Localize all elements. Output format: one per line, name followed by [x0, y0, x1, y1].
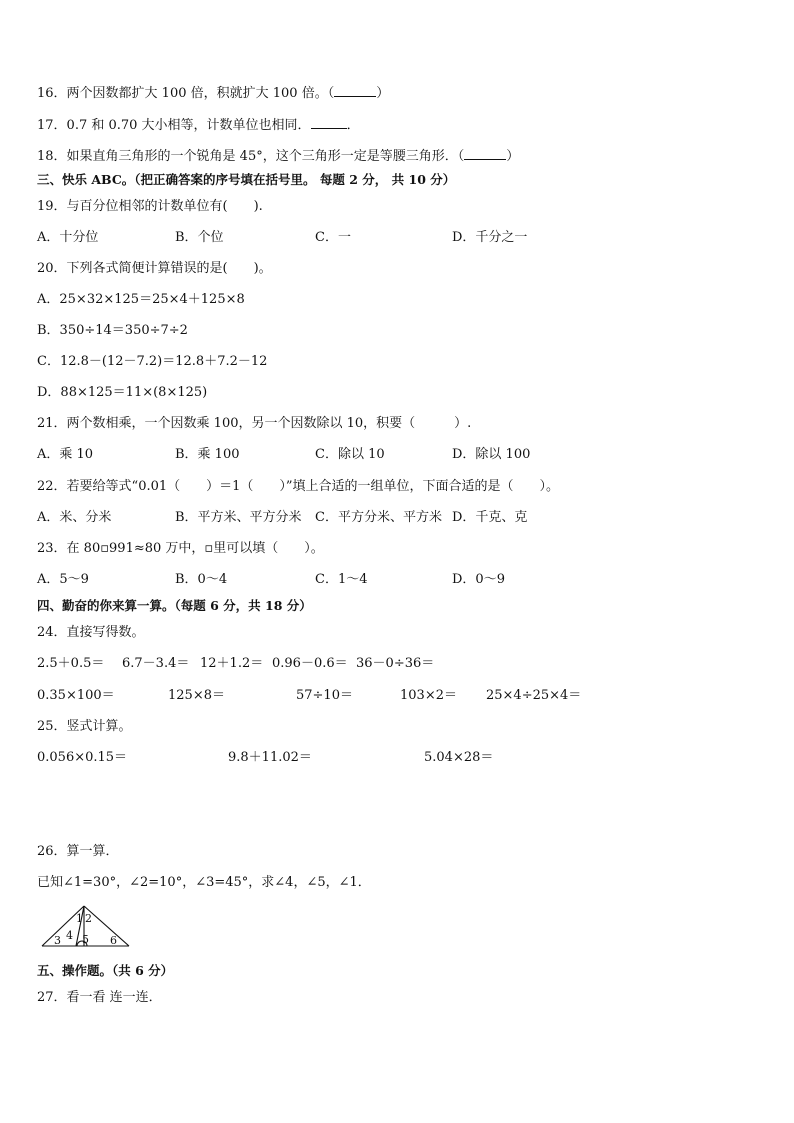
question-17: 17．0.7 和 0.70 大小相等，计数单位也相同． ． [37, 118, 360, 133]
option-c[interactable]: C．除以 10 [315, 447, 385, 462]
question-24-stem: 24．直接写得数。 [37, 625, 145, 640]
calc-item: 6.7－3.4＝ [122, 656, 190, 671]
triangle-angle-figure [40, 903, 132, 949]
question-22-stem: 22．若要给等式“0.01（ ）＝1（ ）”填上合适的一组单位，下面合适的是（ ）。 [37, 479, 560, 494]
option-b[interactable]: B．乘 100 [175, 447, 240, 462]
question-21-stem: 21．两个数相乘，一个因数乘 100，另一个因数除以 10，积要（ ）. [37, 416, 472, 431]
vertical-calc-item: 5.04×28＝ [424, 750, 494, 765]
question-16-text: 16．两个因数都扩大 100 倍，积就扩大 100 倍。（ [37, 86, 335, 101]
question-20-stem: 20．下列各式简便计算错误的是( )。 [37, 261, 272, 276]
question-18-text: 18．如果直角三角形的一个锐角是 45°，这个三角形一定是等腰三角形．（ [37, 149, 465, 164]
answer-blank[interactable] [334, 84, 376, 97]
option-b[interactable]: B．0～4 [175, 572, 228, 587]
option-d[interactable]: D．千分之一 [452, 230, 528, 245]
option-a[interactable]: A．乘 10 [37, 447, 94, 462]
section-3-heading: 三、快乐 ABC。（把正确答案的序号填在括号里。 每题 2 分， 共 10 分） [37, 172, 456, 187]
calc-item: 12＋1.2＝ [200, 656, 264, 671]
question-26-given: 已知∠1=30°，∠2=10°，∠3=45°，求∠4，∠5，∠1． [37, 875, 371, 890]
vertical-calc-item: 9.8＋11.02＝ [228, 750, 312, 765]
angle-label-3: 3 [54, 934, 61, 947]
calc-item: 25×4÷25×4＝ [486, 688, 582, 703]
option-a[interactable]: A．25×32×125＝25×4＋125×8 [37, 292, 245, 307]
question-17-text: 17．0.7 和 0.70 大小相等，计数单位也相同． [37, 118, 311, 133]
calc-item: 57÷10＝ [296, 688, 353, 703]
option-c[interactable]: C．12.8－(12－7.2)＝12.8＋7.2－12 [37, 354, 268, 369]
calc-item: 125×8＝ [168, 688, 225, 703]
option-a[interactable]: A．5～9 [37, 572, 89, 587]
calc-item: 0.96－0.6＝ [272, 656, 348, 671]
angle-label-1: 1 [76, 912, 83, 925]
option-c[interactable]: C．1～4 [315, 572, 368, 587]
option-b[interactable]: B．350÷14＝350÷7÷2 [37, 323, 188, 338]
answer-blank[interactable] [464, 147, 506, 160]
question-16: 16．两个因数都扩大 100 倍，积就扩大 100 倍。（ ） [37, 86, 390, 101]
option-c[interactable]: C．平方分米、平方米 [315, 510, 442, 525]
option-b[interactable]: B．个位 [175, 230, 224, 245]
question-19-stem: 19．与百分位相邻的计数单位有( ). [37, 199, 263, 214]
option-d[interactable]: D．88×125＝11×(8×125) [37, 385, 208, 400]
calc-item: 0.35×100＝ [37, 688, 115, 703]
angle-label-4: 4 [66, 929, 73, 942]
calc-item: 103×2＝ [400, 688, 457, 703]
calc-item: 36－0÷36＝ [356, 656, 435, 671]
question-26-stem: 26．算一算． [37, 844, 119, 859]
option-d[interactable]: D．千克、克 [452, 510, 528, 525]
calc-item: 2.5＋0.5＝ [37, 656, 105, 671]
question-18: 18．如果直角三角形的一个锐角是 45°，这个三角形一定是等腰三角形．（ ） [37, 149, 520, 164]
angle-label-2: 2 [85, 912, 92, 925]
option-d[interactable]: D．除以 100 [452, 447, 531, 462]
angle-label-5: 5 [82, 933, 89, 946]
question-23-stem: 23．在 80▫991≈80 万中，▫里可以填（ ）。 [37, 541, 324, 556]
answer-blank[interactable] [311, 116, 347, 129]
section-4-heading: 四、勤奋的你来算一算。（每题 6 分，共 18 分） [37, 598, 312, 613]
angle-label-6: 6 [110, 934, 117, 947]
option-a[interactable]: A．米、分米 [37, 510, 112, 525]
section-5-heading: 五、操作题。（共 6 分） [37, 963, 174, 978]
question-27-stem: 27．看一看 连一连． [37, 990, 162, 1005]
option-d[interactable]: D．0～9 [452, 572, 505, 587]
vertical-calc-item: 0.056×0.15＝ [37, 750, 128, 765]
question-25-stem: 25．竖式计算。 [37, 719, 132, 734]
option-b[interactable]: B．平方米、平方分米 [175, 510, 302, 525]
option-a[interactable]: A．十分位 [37, 230, 99, 245]
option-c[interactable]: C．一 [315, 230, 351, 245]
